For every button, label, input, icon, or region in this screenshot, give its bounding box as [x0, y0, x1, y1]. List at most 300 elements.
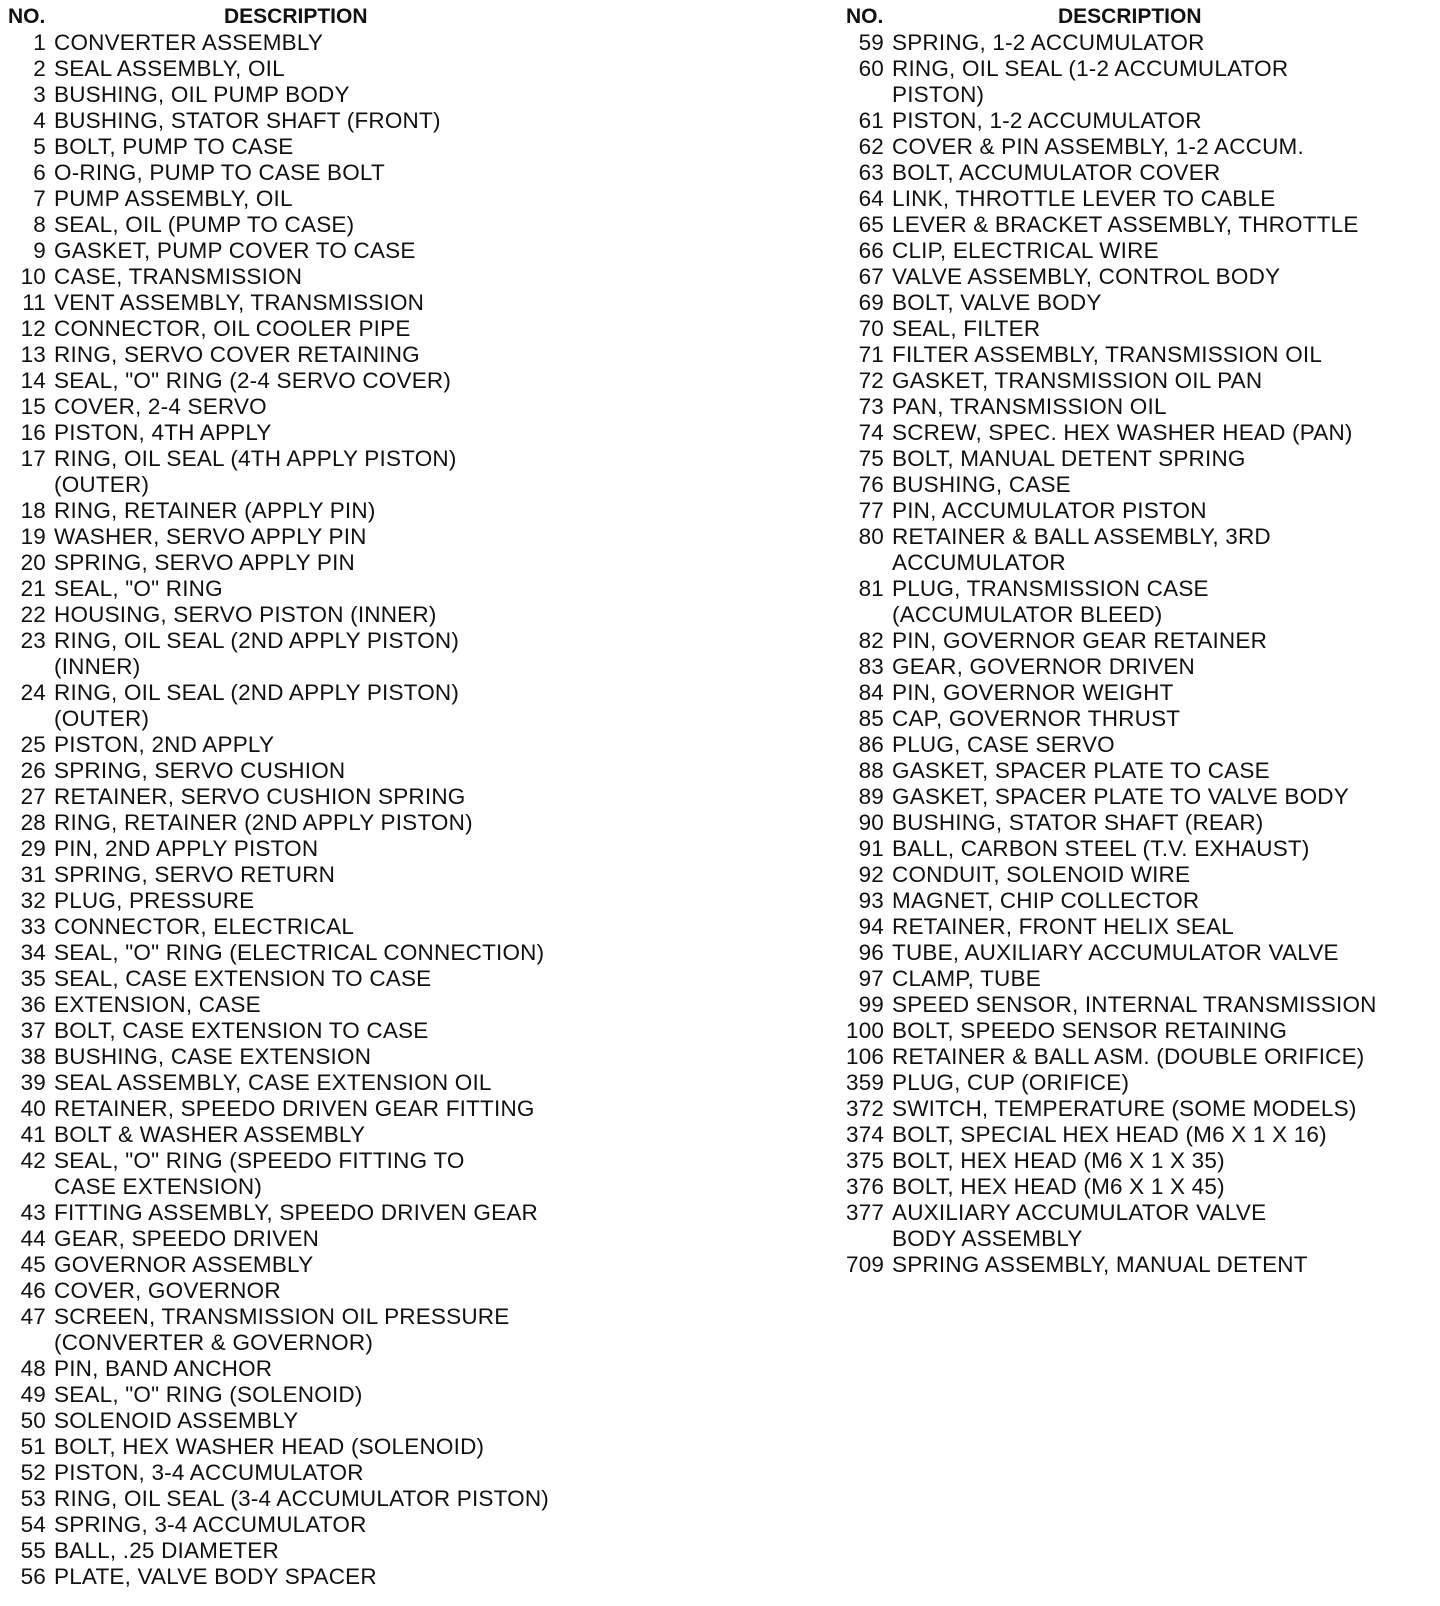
- part-row: [8, 1070, 808, 1096]
- part-row: [846, 1252, 1440, 1278]
- part-number: 50: [20, 1408, 46, 1433]
- part-row: [8, 160, 808, 186]
- part-description: FILTER ASSEMBLY, TRANSMISSION OIL: [892, 342, 1323, 367]
- part-number: 85: [858, 706, 884, 731]
- part-number: 15: [20, 394, 46, 419]
- part-description: CASE, TRANSMISSION: [54, 264, 303, 289]
- part-description: (CONVERTER & GOVERNOR): [54, 1330, 374, 1355]
- part-description: AUXILIARY ACCUMULATOR VALVE: [892, 1200, 1267, 1225]
- part-description: GOVERNOR ASSEMBLY: [54, 1252, 314, 1277]
- part-description: RETAINER & BALL ASM. (DOUBLE ORIFICE): [892, 1044, 1365, 1069]
- part-description: (ACCUMULATOR BLEED): [892, 602, 1163, 627]
- part-row-continuation: [8, 654, 808, 680]
- part-description: SCREW, SPEC. HEX WASHER HEAD (PAN): [892, 420, 1353, 445]
- part-number: 372: [846, 1096, 885, 1121]
- part-description: SEAL, OIL (PUMP TO CASE): [54, 212, 355, 237]
- part-number: [846, 82, 892, 108]
- part-row: [846, 628, 1440, 654]
- part-row: [8, 446, 808, 472]
- part-row: [846, 992, 1440, 1018]
- part-description: PAN, TRANSMISSION OIL: [892, 394, 1167, 419]
- part-row: [846, 420, 1440, 446]
- part-row: [8, 186, 808, 212]
- part-number: [846, 602, 892, 628]
- part-number: 53: [20, 1486, 46, 1511]
- part-row: [846, 108, 1440, 134]
- part-number: 74: [858, 420, 884, 445]
- right-parts-column: [846, 4, 1440, 1278]
- part-description: TUBE, AUXILIARY ACCUMULATOR VALVE: [892, 940, 1339, 965]
- part-row: [8, 1486, 808, 1512]
- part-number: [8, 706, 54, 732]
- part-row: [8, 732, 808, 758]
- part-row: [8, 888, 808, 914]
- part-number: 5: [33, 134, 46, 159]
- part-row: [846, 576, 1440, 602]
- part-row: [846, 472, 1440, 498]
- part-description: HOUSING, SERVO PISTON (INNER): [54, 602, 437, 627]
- header-description: DESCRIPTION: [1058, 5, 1202, 28]
- left-column-header: [8, 4, 808, 30]
- part-description: SCREEN, TRANSMISSION OIL PRESSURE: [54, 1304, 510, 1329]
- part-number: 40: [20, 1096, 46, 1121]
- part-description: SPRING, SERVO CUSHION: [54, 758, 346, 783]
- part-description: BOLT, VALVE BODY: [892, 290, 1102, 315]
- part-description: BOLT, SPECIAL HEX HEAD (M6 X 1 X 16): [892, 1122, 1327, 1147]
- part-description: O-RING, PUMP TO CASE BOLT: [54, 160, 385, 185]
- part-row: [8, 1304, 808, 1330]
- part-row: [846, 940, 1440, 966]
- part-description: GEAR, GOVERNOR DRIVEN: [892, 654, 1195, 679]
- part-number: 69: [858, 290, 884, 315]
- part-row: [846, 446, 1440, 472]
- part-row: [8, 758, 808, 784]
- part-row: [846, 1044, 1440, 1070]
- part-number: 100: [846, 1018, 885, 1043]
- part-description: PISTON, 4TH APPLY: [54, 420, 272, 445]
- part-row: [846, 238, 1440, 264]
- part-description: PISTON, 3-4 ACCUMULATOR: [54, 1460, 364, 1485]
- part-description: BALL, CARBON STEEL (T.V. EXHAUST): [892, 836, 1310, 861]
- part-row: [846, 290, 1440, 316]
- header-no: NO.: [8, 5, 46, 28]
- part-row: [8, 342, 808, 368]
- part-number: 75: [858, 446, 884, 471]
- part-row: [846, 134, 1440, 160]
- part-description: PIN, ACCUMULATOR PISTON: [892, 498, 1207, 523]
- part-row: [8, 1018, 808, 1044]
- part-row: [8, 1512, 808, 1538]
- part-description: PISTON, 2ND APPLY: [54, 732, 275, 757]
- part-description: RETAINER & BALL ASSEMBLY, 3RD: [892, 524, 1271, 549]
- part-row: [8, 1564, 808, 1590]
- part-row: [846, 862, 1440, 888]
- part-description: BOLT, HEX HEAD (M6 X 1 X 35): [892, 1148, 1225, 1173]
- part-number: 51: [20, 1434, 46, 1459]
- part-row: [846, 654, 1440, 680]
- left-parts-column: [8, 4, 808, 1590]
- part-description: PISTON, 1-2 ACCUMULATOR: [892, 108, 1202, 133]
- part-description: MAGNET, CHIP COLLECTOR: [892, 888, 1200, 913]
- part-row: [8, 992, 808, 1018]
- part-row: [8, 420, 808, 446]
- part-description: BOLT, SPEEDO SENSOR RETAINING: [892, 1018, 1288, 1043]
- header-no: NO.: [846, 5, 884, 28]
- part-number: 22: [20, 602, 46, 627]
- part-number: 38: [20, 1044, 46, 1069]
- part-description: RING, OIL SEAL (3-4 ACCUMULATOR PISTON): [54, 1486, 549, 1511]
- part-number: 93: [858, 888, 884, 913]
- part-row: [8, 1122, 808, 1148]
- part-number: [8, 1330, 54, 1356]
- part-description: CLIP, ELECTRICAL WIRE: [892, 238, 1159, 263]
- part-description: SEAL, FILTER: [892, 316, 1041, 341]
- part-description: CONNECTOR, ELECTRICAL: [54, 914, 355, 939]
- part-row-continuation: [846, 602, 1440, 628]
- part-row: [846, 1018, 1440, 1044]
- part-number: 29: [20, 836, 46, 861]
- part-description: SPEED SENSOR, INTERNAL TRANSMISSION: [892, 992, 1377, 1017]
- part-row: [846, 524, 1440, 550]
- part-row: [8, 290, 808, 316]
- part-description: RING, RETAINER (APPLY PIN): [54, 498, 376, 523]
- part-description: RING, OIL SEAL (2ND APPLY PISTON): [54, 628, 460, 653]
- part-number: 377: [846, 1200, 885, 1225]
- part-row: [846, 394, 1440, 420]
- part-description: (INNER): [54, 654, 141, 679]
- part-row: [8, 108, 808, 134]
- part-description: WASHER, SERVO APPLY PIN: [54, 524, 367, 549]
- part-description: SPRING, SERVO APPLY PIN: [54, 550, 355, 575]
- part-description: RING, SERVO COVER RETAINING: [54, 342, 420, 367]
- part-number: 19: [20, 524, 46, 549]
- part-number: 41: [20, 1122, 46, 1147]
- part-row: [846, 212, 1440, 238]
- part-row: [8, 966, 808, 992]
- part-description: SOLENOID ASSEMBLY: [54, 1408, 299, 1433]
- part-row: [846, 1096, 1440, 1122]
- part-row: [846, 914, 1440, 940]
- part-description: CAP, GOVERNOR THRUST: [892, 706, 1181, 731]
- part-row: [846, 1174, 1440, 1200]
- part-description: BOLT, HEX HEAD (M6 X 1 X 45): [892, 1174, 1225, 1199]
- part-number: 62: [858, 134, 884, 159]
- part-number: 42: [20, 1148, 46, 1173]
- part-description: BUSHING, STATOR SHAFT (FRONT): [54, 108, 441, 133]
- part-number: 35: [20, 966, 46, 991]
- part-number: 61: [858, 108, 884, 133]
- part-description: BOLT & WASHER ASSEMBLY: [54, 1122, 366, 1147]
- part-row: [8, 1460, 808, 1486]
- part-number: 46: [20, 1278, 46, 1303]
- part-number: 84: [858, 680, 884, 705]
- part-row: [8, 1278, 808, 1304]
- part-description: ACCUMULATOR: [892, 550, 1066, 575]
- part-description: PUMP ASSEMBLY, OIL: [54, 186, 293, 211]
- part-description: BOLT, MANUAL DETENT SPRING: [892, 446, 1246, 471]
- part-description: BUSHING, OIL PUMP BODY: [54, 82, 350, 107]
- part-description: SPRING, 3-4 ACCUMULATOR: [54, 1512, 367, 1537]
- part-row: [846, 316, 1440, 342]
- part-description: PIN, 2ND APPLY PISTON: [54, 836, 319, 861]
- part-number: 20: [20, 550, 46, 575]
- part-row: [8, 316, 808, 342]
- part-number: 72: [858, 368, 884, 393]
- part-number: 65: [858, 212, 884, 237]
- part-row: [8, 394, 808, 420]
- part-number: 60: [858, 56, 884, 81]
- part-number: 55: [20, 1538, 46, 1563]
- part-description: VALVE ASSEMBLY, CONTROL BODY: [892, 264, 1281, 289]
- part-description: GASKET, SPACER PLATE TO VALVE BODY: [892, 784, 1349, 809]
- part-number: 80: [858, 524, 884, 549]
- part-number: 86: [858, 732, 884, 757]
- right-parts-list: [846, 30, 1440, 1278]
- part-row: [846, 1122, 1440, 1148]
- part-row: [8, 628, 808, 654]
- part-row: [846, 498, 1440, 524]
- part-row: [846, 888, 1440, 914]
- part-description: CONDUIT, SOLENOID WIRE: [892, 862, 1191, 887]
- part-number: 9: [33, 238, 46, 263]
- part-number: 32: [20, 888, 46, 913]
- part-row: [8, 1148, 808, 1174]
- part-row: [8, 56, 808, 82]
- part-row: [8, 1044, 808, 1070]
- part-number: 66: [858, 238, 884, 263]
- part-row: [846, 1148, 1440, 1174]
- part-number: 52: [20, 1460, 46, 1485]
- part-description: PLUG, TRANSMISSION CASE: [892, 576, 1209, 601]
- part-number: 4: [33, 108, 46, 133]
- part-number: 83: [858, 654, 884, 679]
- part-number: 33: [20, 914, 46, 939]
- part-row: [846, 30, 1440, 56]
- part-description: BOLT, CASE EXTENSION TO CASE: [54, 1018, 429, 1043]
- part-description: PIN, BAND ANCHOR: [54, 1356, 273, 1381]
- part-description: GASKET, TRANSMISSION OIL PAN: [892, 368, 1263, 393]
- part-number: 45: [20, 1252, 46, 1277]
- part-row-continuation: [8, 706, 808, 732]
- part-number: 96: [858, 940, 884, 965]
- part-number: 99: [858, 992, 884, 1017]
- part-row: [8, 810, 808, 836]
- part-row: [8, 862, 808, 888]
- part-row: [846, 680, 1440, 706]
- part-description: BOLT, HEX WASHER HEAD (SOLENOID): [54, 1434, 485, 1459]
- part-row: [8, 82, 808, 108]
- part-row: [846, 810, 1440, 836]
- part-description: RING, OIL SEAL (4TH APPLY PISTON): [54, 446, 457, 471]
- part-row-continuation: [8, 1174, 808, 1200]
- part-row: [8, 1356, 808, 1382]
- part-number: 64: [858, 186, 884, 211]
- part-number: 375: [846, 1148, 885, 1173]
- part-row: [8, 134, 808, 160]
- part-description: RETAINER, FRONT HELIX SEAL: [892, 914, 1234, 939]
- part-number: 43: [20, 1200, 46, 1225]
- part-number: 44: [20, 1226, 46, 1251]
- part-description: CONNECTOR, OIL COOLER PIPE: [54, 316, 411, 341]
- part-description: (OUTER): [54, 472, 150, 497]
- part-number: 709: [846, 1252, 885, 1277]
- part-row: [8, 784, 808, 810]
- part-number: 25: [20, 732, 46, 757]
- part-description: PLUG, CUP (ORIFICE): [892, 1070, 1130, 1095]
- part-row: [8, 680, 808, 706]
- part-number: 2: [33, 56, 46, 81]
- part-description: CASE EXTENSION): [54, 1174, 263, 1199]
- part-number: 23: [20, 628, 46, 653]
- part-description: BOLT, ACCUMULATOR COVER: [892, 160, 1221, 185]
- part-description: BODY ASSEMBLY: [892, 1226, 1083, 1251]
- part-number: 77: [858, 498, 884, 523]
- part-row: [8, 836, 808, 862]
- part-number: 67: [858, 264, 884, 289]
- part-description: GASKET, SPACER PLATE TO CASE: [892, 758, 1270, 783]
- part-number: 14: [20, 368, 46, 393]
- part-description: COVER, 2-4 SERVO: [54, 394, 267, 419]
- part-number: [8, 654, 54, 680]
- part-number: 48: [20, 1356, 46, 1381]
- part-description: SEAL, "O" RING (2-4 SERVO COVER): [54, 368, 452, 393]
- part-row: [8, 1538, 808, 1564]
- part-description: SEAL, "O" RING (SOLENOID): [54, 1382, 363, 1407]
- part-number: 92: [858, 862, 884, 887]
- part-row: [8, 1096, 808, 1122]
- part-number: 13: [20, 342, 46, 367]
- left-parts-list: [8, 30, 808, 1590]
- part-description: SEAL, "O" RING: [54, 576, 223, 601]
- part-row: [8, 524, 808, 550]
- part-description: BUSHING, CASE: [892, 472, 1071, 497]
- part-number: 12: [20, 316, 46, 341]
- part-row: [846, 1200, 1440, 1226]
- part-number: 59: [858, 30, 884, 55]
- part-number: 3: [33, 82, 46, 107]
- part-row: [846, 1070, 1440, 1096]
- part-number: 8: [33, 212, 46, 237]
- part-number: 49: [20, 1382, 46, 1407]
- part-description: GEAR, SPEEDO DRIVEN: [54, 1226, 320, 1251]
- part-number: [8, 472, 54, 498]
- part-description: LEVER & BRACKET ASSEMBLY, THROTTLE: [892, 212, 1359, 237]
- part-number: 27: [20, 784, 46, 809]
- part-number: 34: [20, 940, 46, 965]
- part-description: SEAL, "O" RING (ELECTRICAL CONNECTION): [54, 940, 545, 965]
- part-description: SEAL, CASE EXTENSION TO CASE: [54, 966, 432, 991]
- part-description: SWITCH, TEMPERATURE (SOME MODELS): [892, 1096, 1357, 1121]
- part-row: [8, 498, 808, 524]
- part-number: 36: [20, 992, 46, 1017]
- part-number: 71: [858, 342, 884, 367]
- part-description: VENT ASSEMBLY, TRANSMISSION: [54, 290, 425, 315]
- part-row: [8, 1382, 808, 1408]
- part-number: 37: [20, 1018, 46, 1043]
- part-description: BALL, .25 DIAMETER: [54, 1538, 279, 1563]
- part-description: RETAINER, SERVO CUSHION SPRING: [54, 784, 466, 809]
- part-row-continuation: [8, 472, 808, 498]
- part-row: [8, 940, 808, 966]
- part-row: [8, 264, 808, 290]
- part-row: [846, 758, 1440, 784]
- part-description: (OUTER): [54, 706, 150, 731]
- part-description: CLAMP, TUBE: [892, 966, 1041, 991]
- part-description: PLUG, PRESSURE: [54, 888, 255, 913]
- part-description: SPRING, SERVO RETURN: [54, 862, 336, 887]
- part-number: 31: [20, 862, 46, 887]
- part-row: [8, 212, 808, 238]
- part-row: [846, 706, 1440, 732]
- part-description: PIN, GOVERNOR GEAR RETAINER: [892, 628, 1268, 653]
- part-number: 47: [20, 1304, 46, 1329]
- part-number: 24: [20, 680, 46, 705]
- part-description: PLUG, CASE SERVO: [892, 732, 1115, 757]
- part-description: FITTING ASSEMBLY, SPEEDO DRIVEN GEAR: [54, 1200, 538, 1225]
- part-number: 90: [858, 810, 884, 835]
- part-description: BUSHING, CASE EXTENSION: [54, 1044, 372, 1069]
- part-description: BUSHING, STATOR SHAFT (REAR): [892, 810, 1264, 835]
- part-number: 26: [20, 758, 46, 783]
- part-row: [8, 1408, 808, 1434]
- part-description: SPRING, 1-2 ACCUMULATOR: [892, 30, 1205, 55]
- part-row: [8, 602, 808, 628]
- part-row: [8, 1434, 808, 1460]
- right-column-header: [846, 4, 1440, 30]
- part-number: [846, 550, 892, 576]
- part-row: [846, 56, 1440, 82]
- part-number: 70: [858, 316, 884, 341]
- part-description: SPRING ASSEMBLY, MANUAL DETENT: [892, 1252, 1308, 1277]
- part-number: 10: [20, 264, 46, 289]
- part-row: [846, 836, 1440, 862]
- part-number: 82: [858, 628, 884, 653]
- part-description: CONVERTER ASSEMBLY: [54, 30, 324, 55]
- part-description: LINK, THROTTLE LEVER TO CABLE: [892, 186, 1276, 211]
- part-number: 39: [20, 1070, 46, 1095]
- part-description: SEAL ASSEMBLY, OIL: [54, 56, 285, 81]
- part-row: [846, 966, 1440, 992]
- part-description: RING, OIL SEAL (1-2 ACCUMULATOR: [892, 56, 1289, 81]
- header-description: DESCRIPTION: [224, 5, 368, 28]
- part-row: [8, 1226, 808, 1252]
- part-number: 11: [22, 290, 46, 315]
- part-description: RETAINER, SPEEDO DRIVEN GEAR FITTING: [54, 1096, 535, 1121]
- part-row: [8, 238, 808, 264]
- part-number: 54: [20, 1512, 46, 1537]
- part-description: RING, RETAINER (2ND APPLY PISTON): [54, 810, 473, 835]
- part-number: 1: [33, 30, 46, 55]
- part-row-continuation: [846, 82, 1440, 108]
- part-number: 359: [846, 1070, 885, 1095]
- part-number: 88: [858, 758, 884, 783]
- part-row: [846, 368, 1440, 394]
- part-number: 63: [858, 160, 884, 185]
- part-row: [8, 1200, 808, 1226]
- part-number: 6: [33, 160, 46, 185]
- part-number: 16: [20, 420, 46, 445]
- part-description: PISTON): [892, 82, 985, 107]
- part-row: [846, 186, 1440, 212]
- part-number: 81: [858, 576, 884, 601]
- part-row: [8, 914, 808, 940]
- part-row: [846, 342, 1440, 368]
- part-row: [8, 30, 808, 56]
- part-row-continuation: [8, 1330, 808, 1356]
- part-description: GASKET, PUMP COVER TO CASE: [54, 238, 416, 263]
- part-description: EXTENSION, CASE: [54, 992, 261, 1017]
- part-description: BOLT, PUMP TO CASE: [54, 134, 294, 159]
